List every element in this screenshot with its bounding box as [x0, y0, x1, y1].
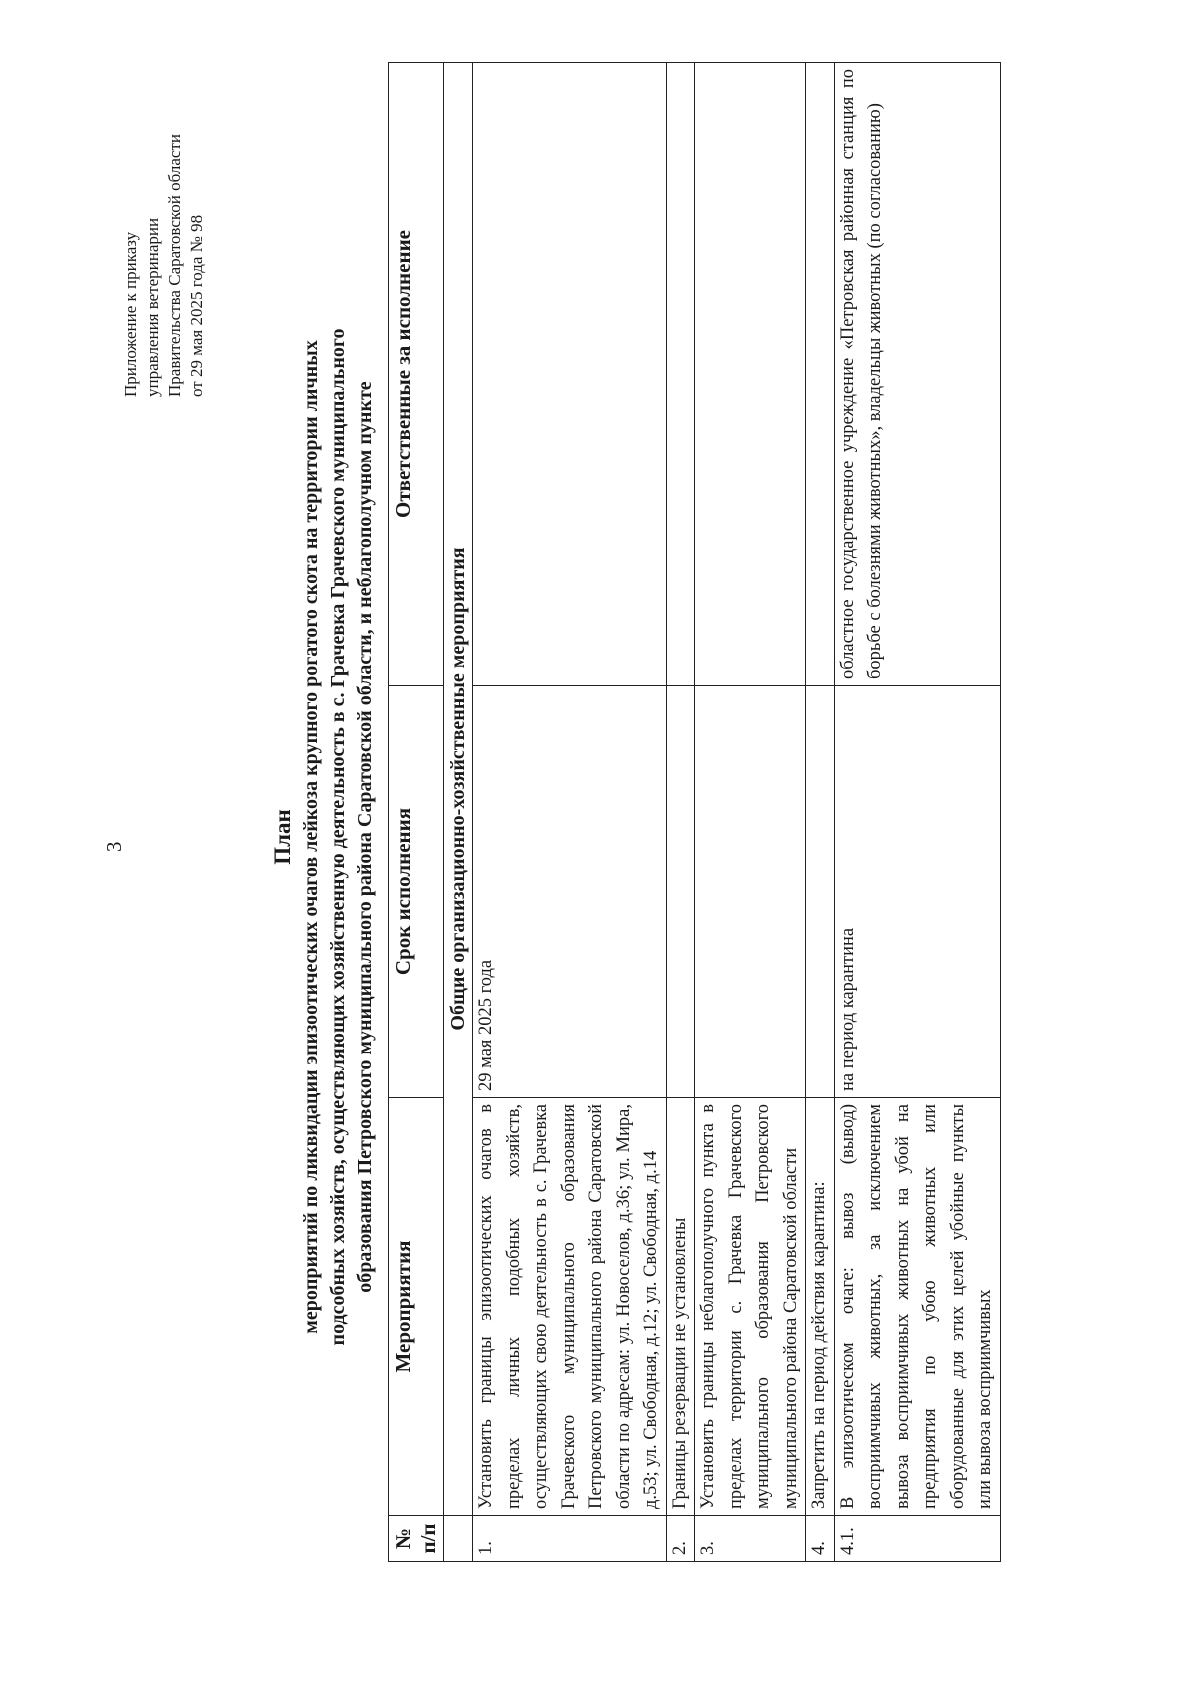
row-term: на период карантина — [834, 686, 1000, 1098]
row-term: 29 мая 2025 года — [473, 686, 667, 1098]
appendix-line: управления ветеринарии — [143, 217, 162, 397]
title-plan: План — [270, 809, 295, 865]
row-no: 4.1. — [834, 1516, 1000, 1562]
header-term: Срок исполнения — [389, 686, 444, 1098]
row-no: 3. — [695, 1516, 806, 1562]
document-title — [268, 87, 379, 1587]
row-no: 4. — [806, 1516, 835, 1562]
row-responsible — [806, 63, 835, 686]
table-row — [666, 63, 695, 1562]
page-number: 3 — [102, 841, 126, 852]
section-title: Общие организационно-хозяйственные мероприятия — [444, 63, 473, 1516]
appendix-line: от 29 мая 2025 года № 98 — [187, 214, 206, 397]
plan-table — [388, 62, 1001, 1562]
row-responsible — [695, 63, 806, 686]
header-activity: Мероприятия — [389, 1098, 444, 1516]
row-term — [695, 686, 806, 1098]
row-no: 1. — [473, 1516, 667, 1562]
table-row — [834, 63, 1000, 1562]
row-responsible: областное государственное учреждение «Петровская районная станция по борьбе с болезнями животных», владельцы животных (по согласованию) — [834, 63, 1000, 686]
title-line: подсобных хозяйств, осуществляющих хозяйственную деятельность в с. Грачевка Грачевского муниципального — [327, 328, 349, 1346]
table-row — [806, 63, 835, 1562]
header-no: № п/п — [389, 1516, 444, 1562]
header-responsible: Ответственные за исполнение — [389, 63, 444, 686]
row-activity: Установить границы неблагополучного пункта в пределах территории с. Грачевка Грачевского муниципального образования Петровского муниципального района Саратовской области — [695, 1098, 806, 1516]
title-line: мероприятий по ликвидации эпизоотических очагов лейкоза крупного рогатого скота на территории личных — [300, 340, 322, 1334]
appendix-line: Приложение к приказу — [121, 231, 140, 397]
row-activity: Запретить на период действия карантина: — [806, 1098, 835, 1516]
title-line: образования Петровского муниципального района Саратовской области, и неблагополучном пункте — [354, 381, 376, 1293]
table-header-row — [389, 63, 444, 1562]
row-term — [666, 686, 695, 1098]
row-activity: Границы резервации не установлены — [666, 1098, 695, 1516]
appendix-note — [120, 134, 208, 397]
row-term — [806, 686, 835, 1098]
section-row — [444, 63, 473, 1562]
row-no: 2. — [666, 1516, 695, 1562]
row-activity: Установить границы эпизоотических очагов в пределах личных подобных хозяйств, осуществляющих свою деятельность в с. Грачевка Грачевского муниципального образования Петровского муниципального района Саратовской области по адресам: ул. Новоселов, д.36; ул. Мира, д.53; ул. Свободная, д.12; ул. Свободная, д.14 — [473, 1098, 667, 1516]
section-no-cell — [444, 1516, 473, 1562]
table-row — [695, 63, 806, 1562]
appendix-line: Правительства Саратовской области — [165, 134, 184, 397]
table-row — [473, 63, 667, 1562]
row-responsible — [666, 63, 695, 686]
row-responsible — [473, 63, 667, 686]
row-activity: В эпизоотическом очаге: вывоз (вывод) восприимчивых животных, за исключением вывоза восприимчивых животных на убой на предприятия по убою животных или оборудованные для этих целей убойные пункты или вывоза восприимчивых — [834, 1098, 1000, 1516]
